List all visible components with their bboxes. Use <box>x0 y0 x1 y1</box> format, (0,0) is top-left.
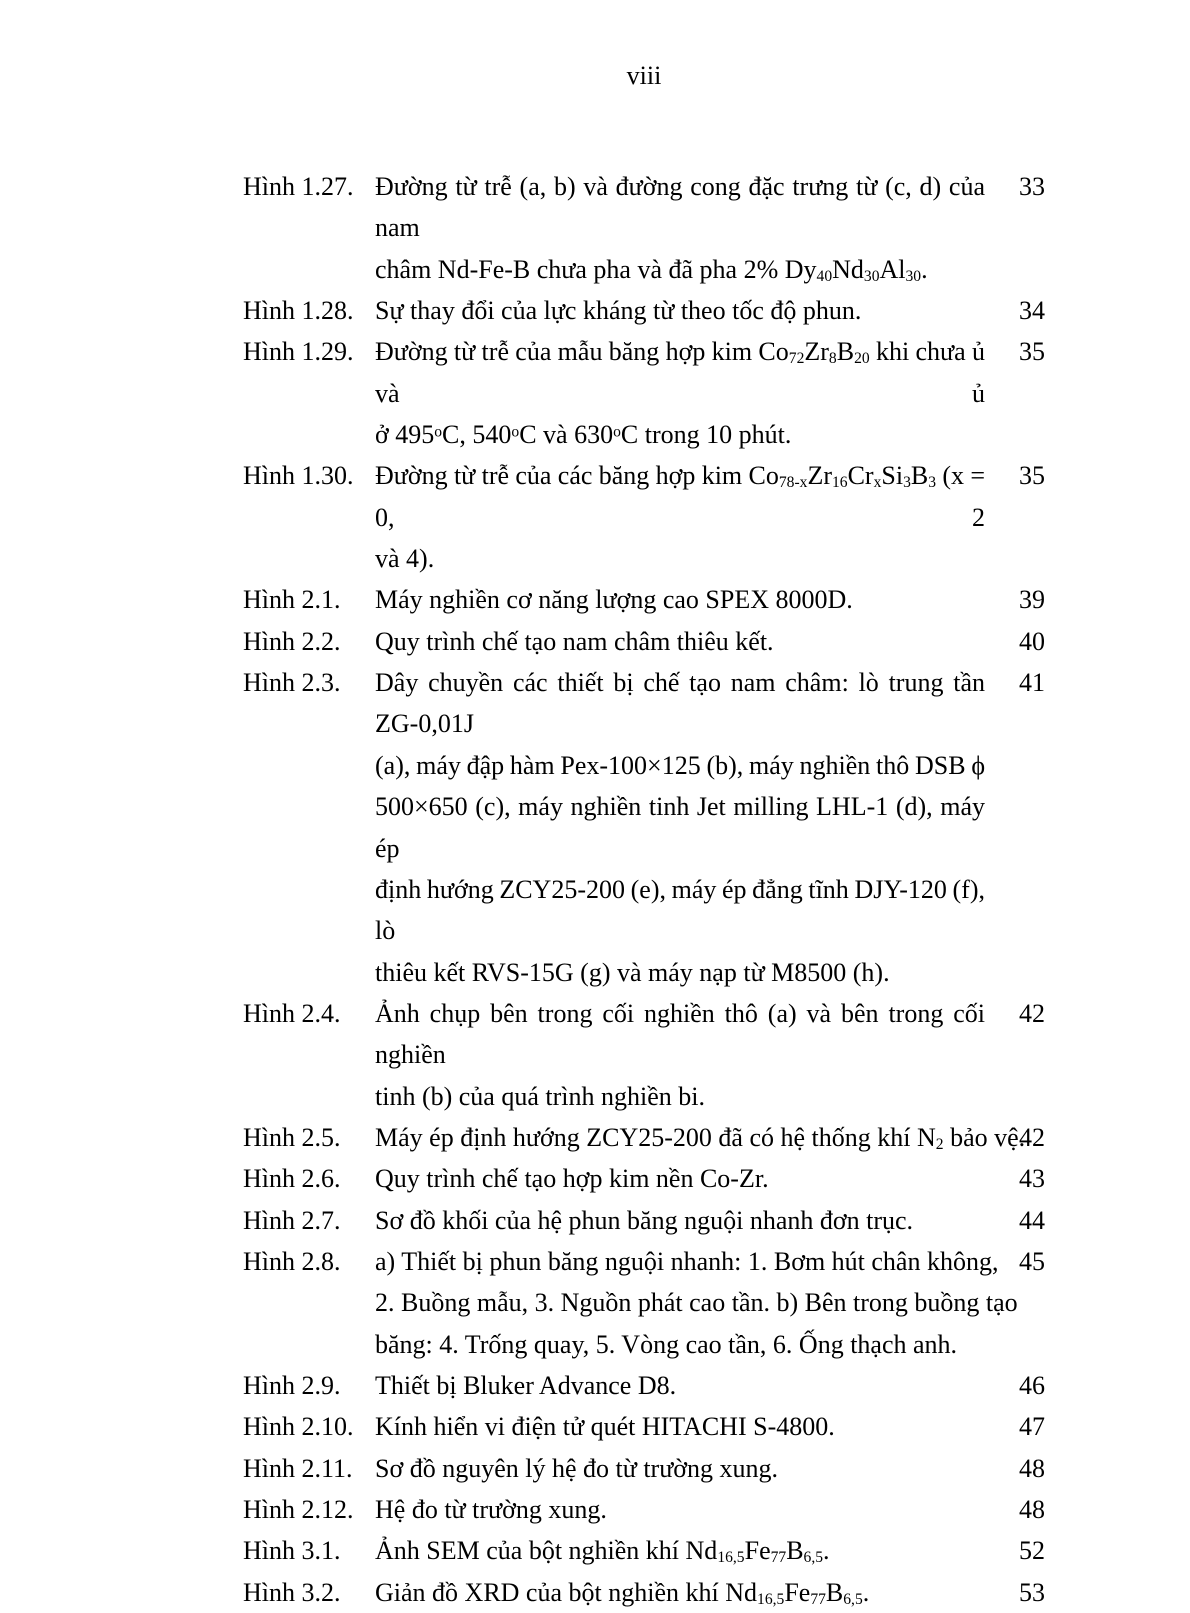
caption-text: Cr <box>847 461 874 491</box>
subscript: 16 <box>831 474 848 492</box>
caption-text: Zr <box>804 337 829 367</box>
caption-text: . <box>862 1577 870 1607</box>
page-ref: 33 <box>1019 172 1045 201</box>
figure-caption <box>375 1158 985 1199</box>
caption-text: Máy ép định hướng ZCY25-200 đã có hệ thống khí N <box>375 1122 936 1152</box>
caption-text: B <box>910 461 929 491</box>
figure-label: Hình 2.6. <box>243 1164 341 1194</box>
caption-line <box>375 1365 985 1406</box>
figure-entry <box>243 579 1045 620</box>
figure-caption <box>375 1117 1026 1158</box>
page-ref: 53 <box>1019 1577 1045 1607</box>
caption-line <box>375 579 985 620</box>
caption-text: và 4). <box>375 544 435 574</box>
page-ref: 41 <box>1019 668 1045 698</box>
caption-text: Đường từ trễ của các băng hợp kim Co <box>375 461 779 491</box>
figure-label: Hình 1.27. <box>243 172 354 201</box>
subscript: 16,5 <box>757 1590 785 1608</box>
caption-line <box>375 1200 985 1241</box>
caption-text: Kính hiển vi điện tử quét HITACHI S-4800. <box>375 1412 835 1442</box>
caption-text: (x = 0, 2 <box>375 461 985 532</box>
caption-text: Đường từ trễ (a, b) và đường cong đặc trưng từ (c, d) của nam <box>375 172 985 243</box>
caption-text: (a), máy đập hàm Pex-100×125 (b), máy nghiền thô DSB ϕ <box>375 750 985 780</box>
figure-caption <box>375 1406 985 1447</box>
figure-caption <box>375 1448 985 1489</box>
figure-entry <box>243 1117 1045 1158</box>
caption-text: tinh (b) của quá trình nghiền bi. <box>375 1081 705 1111</box>
caption-line <box>375 1076 985 1117</box>
caption-line <box>375 1530 985 1571</box>
caption-line <box>375 1282 1018 1323</box>
caption-line <box>375 1406 985 1447</box>
caption-text: C và 630 <box>519 420 614 450</box>
caption-text: a) Thiết bị phun băng nguội nhanh: 1. Bơm hút chân không, <box>375 1246 999 1276</box>
caption-line <box>375 1241 999 1282</box>
figure-label: Hình 1.29. <box>243 337 354 367</box>
figure-label: Hình 1.30. <box>243 461 354 491</box>
subscript: 30 <box>905 267 922 285</box>
caption-text: ở 495 <box>375 420 435 450</box>
figure-label: Hình 3.1. <box>243 1536 341 1566</box>
caption-line <box>375 538 985 579</box>
caption-line <box>375 1117 1026 1158</box>
page-ref: 43 <box>1019 1164 1045 1194</box>
subscript: 6,5 <box>803 1549 824 1567</box>
caption-text: . <box>921 254 928 284</box>
caption-text: Zr <box>807 461 832 491</box>
figure-entry <box>243 1200 1045 1241</box>
page-ref: 45 <box>1019 1246 1045 1276</box>
page-ref: 35 <box>1019 337 1045 367</box>
page-ref: 42 <box>1019 1122 1045 1152</box>
caption-text: băng: 4. Trống quay, 5. Vòng cao tần, 6. Ống thạch anh. <box>375 1329 958 1359</box>
caption-text: thiêu kết RVS-15G (g) và máy nạp từ M8500 (h). <box>375 957 890 987</box>
figure-entry <box>243 993 1045 1117</box>
subscript: 72 <box>788 350 805 368</box>
caption-text: Sự thay đổi của lực kháng từ theo tốc độ phun. <box>375 296 862 326</box>
subscript: 78-x <box>778 474 808 492</box>
caption-text: Dây chuyền các thiết bị chế tạo nam châm: lò trung tần ZG-0,01J <box>375 668 985 739</box>
caption-text: Fe <box>784 1577 811 1607</box>
page-ref: 40 <box>1019 626 1045 656</box>
caption-line <box>375 290 985 331</box>
figure-caption <box>375 662 985 993</box>
subscript: 8 <box>828 350 837 368</box>
caption-line <box>375 993 985 1076</box>
figure-entry <box>243 662 1045 993</box>
figure-caption <box>375 993 985 1117</box>
figure-caption <box>375 166 985 290</box>
subscript: 77 <box>770 1549 787 1567</box>
caption-text: Ảnh chụp bên trong cối nghiền thô (a) và bên trong cối nghiền <box>375 998 985 1070</box>
figure-entry <box>243 621 1045 662</box>
caption-text: C, 540 <box>442 420 512 450</box>
caption-text: Quy trình chế tạo hợp kim nền Co-Zr. <box>375 1164 769 1194</box>
caption-text: Máy nghiền cơ năng lượng cao SPEX 8000D. <box>375 585 853 615</box>
page-ref: 52 <box>1019 1536 1045 1566</box>
figure-label: Hình 2.5. <box>243 1122 341 1152</box>
caption-text: khi chưa ủ và ủ <box>375 337 985 408</box>
figure-entry <box>243 1365 1045 1406</box>
caption-line <box>375 786 985 869</box>
caption-line <box>375 1158 985 1199</box>
page-ref: 47 <box>1019 1412 1045 1442</box>
subscript: 6,5 <box>843 1590 863 1608</box>
caption-line <box>375 869 985 952</box>
figure-label: Hình 3.2. <box>243 1577 341 1607</box>
figure-label: Hình 2.7. <box>243 1205 341 1235</box>
caption-line <box>375 1572 985 1613</box>
caption-line <box>375 952 985 993</box>
caption-text: châm Nd-Fe-B chưa pha và đã pha 2% Dy <box>375 254 817 284</box>
figure-label: Hình 2.3. <box>243 668 341 698</box>
figure-caption <box>375 1572 985 1613</box>
caption-text: 500×650 (c), máy nghiền tinh Jet milling LHL-1 (d), máy ép <box>375 792 985 863</box>
caption-line <box>375 1324 985 1365</box>
caption-text: bảo vệ. <box>943 1122 1026 1152</box>
figure-entry <box>243 455 1045 579</box>
caption-text: Sơ đồ khối của hệ phun băng nguội nhanh đơn trục. <box>375 1205 914 1235</box>
page-ref: 48 <box>1019 1453 1045 1483</box>
caption-text: Nd <box>832 254 864 284</box>
page-ref: 42 <box>1019 998 1045 1028</box>
subscript: 30 <box>863 267 880 285</box>
figure-caption <box>375 331 985 455</box>
page-ref: 35 <box>1019 461 1045 491</box>
caption-line <box>375 1489 985 1530</box>
subscript: 77 <box>810 1590 826 1608</box>
caption-text: C trong 10 phút. <box>620 420 792 450</box>
figure-label: Hình 2.8. <box>243 1246 341 1276</box>
subscript: 20 <box>854 350 870 368</box>
figure-label: Hình 2.2. <box>243 626 341 656</box>
figure-caption <box>375 290 985 331</box>
caption-text: Ảnh SEM của bột nghiền khí Nd <box>375 1536 718 1566</box>
figure-label: Hình 2.4. <box>243 998 341 1028</box>
caption-line <box>375 1448 985 1489</box>
figure-entry <box>243 1241 1045 1365</box>
caption-text: Hệ đo từ trường xung. <box>375 1495 607 1524</box>
figure-entry <box>243 1448 1045 1489</box>
caption-line <box>375 249 985 290</box>
figure-label: Hình 2.11. <box>243 1453 353 1483</box>
caption-text: Al <box>879 254 906 284</box>
figure-entry <box>243 290 1045 331</box>
figure-caption <box>375 1241 1018 1365</box>
caption-text: Si <box>881 461 904 491</box>
subscript: 3 <box>928 474 936 492</box>
figure-caption <box>375 579 985 620</box>
caption-text: định hướng ZCY25-200 (e), máy ép đẳng tĩnh DJY-120 (f), lò <box>375 874 985 946</box>
caption-text: Thiết bị Bluker Advance D8. <box>375 1370 677 1400</box>
caption-line <box>375 166 985 249</box>
caption-line <box>375 414 985 455</box>
figure-caption <box>375 455 985 579</box>
caption-text: B <box>786 1536 804 1566</box>
figure-label: Hình 1.28. <box>243 296 354 326</box>
caption-text: Sơ đồ nguyên lý hệ đo từ trường xung. <box>375 1453 779 1483</box>
figure-entry <box>243 1572 1045 1613</box>
subscript: x <box>873 474 882 492</box>
figure-entry <box>243 331 1045 455</box>
figure-entry <box>243 1530 1045 1571</box>
subscript: 40 <box>816 267 833 285</box>
subscript: 2 <box>935 1135 944 1153</box>
figure-caption <box>375 621 985 662</box>
caption-text: Giản đồ XRD của bột nghiền khí Nd <box>375 1577 758 1607</box>
caption-text: B <box>825 1577 844 1607</box>
figure-label: Hình 2.9. <box>243 1370 341 1400</box>
page-number-header: viii <box>626 61 662 90</box>
figure-entry <box>243 1406 1045 1447</box>
figure-label: Hình 2.10. <box>243 1412 354 1442</box>
caption-line <box>375 331 985 414</box>
subscript: 3 <box>903 474 911 492</box>
superscript: o <box>613 423 621 441</box>
figure-caption <box>375 1530 985 1571</box>
figure-caption <box>375 1365 985 1406</box>
page-ref: 44 <box>1019 1205 1045 1235</box>
caption-text: Quy trình chế tạo nam châm thiêu kết. <box>375 626 774 656</box>
figure-caption <box>375 1200 985 1241</box>
figure-entry <box>243 166 1045 290</box>
page-ref: 39 <box>1019 585 1045 615</box>
superscript: o <box>434 423 443 441</box>
caption-text: . <box>823 1536 830 1566</box>
page-ref: 48 <box>1019 1495 1045 1524</box>
subscript: 16,5 <box>717 1549 745 1567</box>
caption-text: 2. Buồng mẫu, 3. Nguồn phát cao tần. b) Bên trong buồng tạo <box>375 1288 1018 1318</box>
page-ref: 34 <box>1019 296 1045 326</box>
caption-text: Fe <box>744 1536 771 1566</box>
figure-entry <box>243 1489 1045 1530</box>
figure-entry <box>243 1158 1045 1199</box>
caption-text: B <box>836 337 855 367</box>
caption-line <box>375 745 985 786</box>
caption-line <box>375 455 985 538</box>
superscript: o <box>511 423 520 441</box>
figure-caption <box>375 1489 985 1530</box>
caption-line <box>375 621 985 662</box>
figure-label: Hình 2.12. <box>243 1495 354 1524</box>
figure-label: Hình 2.1. <box>243 585 341 615</box>
caption-text: Đường từ trễ của mẫu băng hợp kim Co <box>375 337 789 367</box>
page-ref: 46 <box>1019 1370 1045 1400</box>
caption-line <box>375 662 985 745</box>
figure-list <box>243 166 1045 1613</box>
